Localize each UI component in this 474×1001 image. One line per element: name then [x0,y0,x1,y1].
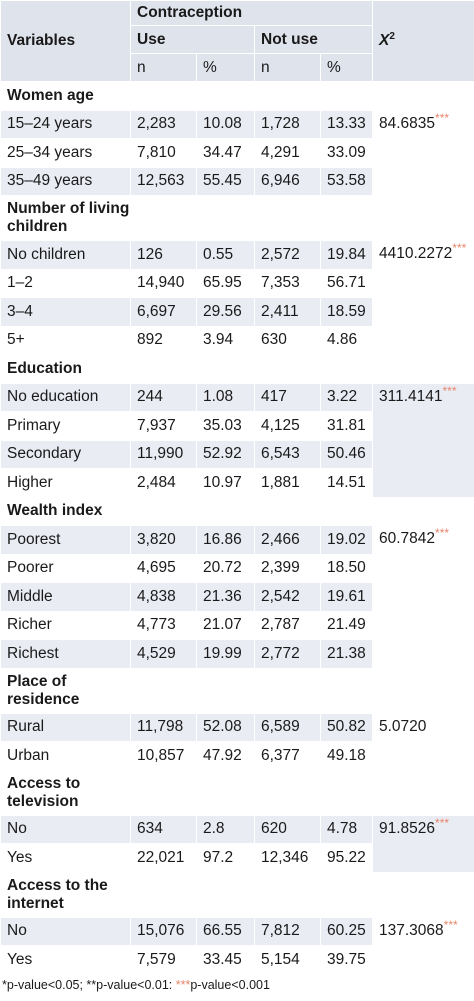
section-title: Women age [1,82,131,111]
row-label: Rural [1,713,131,742]
empty-cell [197,497,255,526]
use-pct-cell: 52.92 [197,440,255,469]
not-use-pct-cell: 3.22 [321,383,373,412]
not-use-pct-cell: 50.46 [321,440,373,469]
not-use-pct-cell: 53.58 [321,167,373,196]
use-pct-header: % [197,54,255,82]
not-use-n-header: n [255,54,321,82]
use-pct-cell: 33.45 [197,946,255,975]
not-use-n-cell: 6,946 [255,167,321,196]
use-header: Use [131,26,255,54]
empty-cell [197,668,255,713]
not-use-pct-cell: 4.86 [321,326,373,355]
empty-cell [255,872,321,917]
not-use-n-cell: 2,399 [255,554,321,583]
chi-square-value: 91.8526 [379,819,436,837]
chi-square-value: 4410.2272 [379,245,453,262]
not-use-n-cell: 1,881 [255,469,321,498]
not-use-pct-cell: 60.25 [321,917,373,946]
row-label: 3–4 [1,298,131,327]
use-n-cell: 4,838 [131,583,197,612]
use-pct-cell: 2.8 [197,815,255,844]
not-use-n-cell: 5,154 [255,946,321,975]
not-use-n-cell: 620 [255,815,321,844]
not-use-pct-cell: 33.09 [321,139,373,168]
not-use-n-cell: 4,125 [255,412,321,441]
row-label: Poorer [1,554,131,583]
not-use-pct-cell: 4.78 [321,815,373,844]
not-use-pct-cell: 56.71 [321,269,373,298]
empty-cell [321,668,373,713]
empty-cell [255,770,321,815]
row-label: 25–34 years [1,139,131,168]
empty-cell [131,770,197,815]
use-n-cell: 7,937 [131,412,197,441]
empty-cell [197,355,255,384]
not-use-pct-cell: 19.02 [321,526,373,555]
significance-stars: *** [452,240,467,255]
not-use-n-cell: 6,543 [255,440,321,469]
chi-square-value: 137.3068 [379,921,444,939]
use-pct-cell: 97.2 [197,844,255,873]
section-header-row [1,497,474,526]
empty-cell [255,196,321,241]
row-label: Middle [1,583,131,612]
not-use-pct-header: % [321,54,373,82]
table-header [1,1,474,82]
row-label: Richer [1,611,131,640]
section-header-row [1,770,474,815]
not-use-n-cell: 2,572 [255,241,321,270]
chi-square-value: 311.4141 [379,387,443,405]
footnote-stars: *** [175,977,191,992]
row-label: Primary [1,412,131,441]
use-pct-cell: 21.07 [197,611,255,640]
row-label: Richest [1,640,131,669]
not-use-n-cell: 7,812 [255,917,321,946]
not-use-pct-cell: 50.82 [321,713,373,742]
empty-cell [373,196,474,241]
not-use-pct-cell: 18.50 [321,554,373,583]
significance-stars: *** [443,917,458,932]
row-label: 15–24 years [1,110,131,139]
chi-square-cell [373,713,474,770]
row-label: 5+ [1,326,131,355]
row-label: No [1,917,131,946]
chi-square-cell [373,241,474,355]
table-row [1,713,474,742]
table-row [1,815,474,844]
empty-cell [373,872,474,917]
use-pct-cell: 21.36 [197,583,255,612]
not-use-pct-cell: 49.18 [321,742,373,771]
contraception-header: Contraception [131,1,373,26]
row-label: No [1,815,131,844]
use-n-cell: 3,820 [131,526,197,555]
use-n-cell: 7,810 [131,139,197,168]
significance-stars: *** [435,525,450,540]
not-use-n-cell: 6,377 [255,742,321,771]
row-label: Poorest [1,526,131,555]
use-n-cell: 14,940 [131,269,197,298]
row-label: Yes [1,844,131,873]
use-n-cell: 22,021 [131,844,197,873]
empty-cell [321,355,373,384]
empty-cell [197,196,255,241]
use-n-cell: 4,773 [131,611,197,640]
not-use-pct-cell: 31.81 [321,412,373,441]
use-n-cell: 126 [131,241,197,270]
row-label: 35–49 years [1,167,131,196]
use-n-cell: 11,990 [131,440,197,469]
use-n-cell: 12,563 [131,167,197,196]
empty-cell [321,872,373,917]
not-use-header: Not use [255,26,373,54]
use-pct-cell: 66.55 [197,917,255,946]
empty-cell [197,770,255,815]
not-use-pct-cell: 95.22 [321,844,373,873]
use-pct-cell: 34.47 [197,139,255,168]
row-label: Yes [1,946,131,975]
chi-square-cell [373,815,474,872]
row-label: 1–2 [1,269,131,298]
empty-cell [197,82,255,111]
empty-cell [373,668,474,713]
section-title: Access to television [1,770,131,815]
not-use-n-cell: 7,353 [255,269,321,298]
not-use-pct-cell: 14.51 [321,469,373,498]
significance-stars: *** [442,383,457,398]
empty-cell [255,355,321,384]
use-n-cell: 15,076 [131,917,197,946]
row-label: Urban [1,742,131,771]
use-n-cell: 892 [131,326,197,355]
empty-cell [321,82,373,111]
empty-cell [255,497,321,526]
section-header-row [1,355,474,384]
not-use-pct-cell: 21.38 [321,640,373,669]
row-label: Higher [1,469,131,498]
use-n-cell: 4,695 [131,554,197,583]
empty-cell [373,82,474,111]
section-title: Place of residence [1,668,131,713]
not-use-n-cell: 2,411 [255,298,321,327]
table-row [1,917,474,946]
footnote-part1: *p-value<0.05; **p-value<0.01: [2,977,176,992]
empty-cell [321,196,373,241]
significance-stars: *** [435,815,450,830]
empty-cell [373,497,474,526]
use-n-cell: 2,484 [131,469,197,498]
use-pct-cell: 10.97 [197,469,255,498]
not-use-n-cell: 2,466 [255,526,321,555]
use-n-cell: 244 [131,383,197,412]
empty-cell [373,355,474,384]
use-n-cell: 11,798 [131,713,197,742]
use-n-cell: 2,283 [131,110,197,139]
chi-square-cell [373,917,474,974]
not-use-n-cell: 4,291 [255,139,321,168]
chi-square-value: 5.0720 [379,717,427,735]
section-header-row [1,668,474,713]
use-pct-cell: 29.56 [197,298,255,327]
not-use-n-cell: 1,728 [255,110,321,139]
not-use-pct-cell: 19.84 [321,241,373,270]
use-n-header: n [131,54,197,82]
row-label: No children [1,241,131,270]
empty-cell [197,872,255,917]
not-use-n-cell: 12,346 [255,844,321,873]
empty-cell [373,770,474,815]
section-title: Access to the internet [1,872,131,917]
row-label: Secondary [1,440,131,469]
chi-square-value: 60.7842 [379,530,436,547]
table-row [1,526,474,555]
chi-label: X [379,32,390,50]
not-use-n-cell: 630 [255,326,321,355]
use-pct-cell: 3.94 [197,326,255,355]
use-n-cell: 6,697 [131,298,197,327]
use-pct-cell: 20.72 [197,554,255,583]
use-n-cell: 4,529 [131,640,197,669]
not-use-n-cell: 2,542 [255,583,321,612]
use-n-cell: 10,857 [131,742,197,771]
use-pct-cell: 55.45 [197,167,255,196]
section-header-row [1,196,474,241]
chi-square-value: 84.6835 [379,114,436,132]
not-use-n-cell: 417 [255,383,321,412]
use-n-cell: 7,579 [131,946,197,975]
not-use-n-cell: 2,772 [255,640,321,669]
not-use-n-cell: 6,589 [255,713,321,742]
section-title: Education [1,355,131,384]
not-use-pct-cell: 39.75 [321,946,373,975]
significance-stars: *** [435,110,450,125]
use-pct-cell: 10.08 [197,110,255,139]
table-body [1,82,474,975]
not-use-n-cell: 2,787 [255,611,321,640]
chi-square-header [373,1,474,82]
section-header-row [1,82,474,111]
use-n-cell: 634 [131,815,197,844]
empty-cell [321,497,373,526]
use-pct-cell: 19.99 [197,640,255,669]
use-pct-cell: 1.08 [197,383,255,412]
empty-cell [321,770,373,815]
empty-cell [131,497,197,526]
chi-square-cell [373,383,474,497]
table-row [1,241,474,270]
chi-square-cell [373,526,474,669]
not-use-pct-cell: 21.49 [321,611,373,640]
section-header-row [1,872,474,917]
row-label: No education [1,383,131,412]
empty-cell [255,668,321,713]
section-title: Number of living children [1,196,131,241]
empty-cell [131,82,197,111]
section-title: Wealth index [1,497,131,526]
chi-square-cell [373,110,474,196]
empty-cell [131,196,197,241]
chi-sup: 2 [389,31,395,43]
use-pct-cell: 52.08 [197,713,255,742]
not-use-pct-cell: 18.59 [321,298,373,327]
use-pct-cell: 65.95 [197,269,255,298]
not-use-pct-cell: 19.61 [321,583,373,612]
empty-cell [131,668,197,713]
table-row [1,110,474,139]
use-pct-cell: 35.03 [197,412,255,441]
use-pct-cell: 0.55 [197,241,255,270]
empty-cell [131,355,197,384]
variables-header: Variables [1,1,131,82]
footnote [0,975,474,992]
use-pct-cell: 47.92 [197,742,255,771]
table-row [1,383,474,412]
not-use-pct-cell: 13.33 [321,110,373,139]
empty-cell [131,872,197,917]
use-pct-cell: 16.86 [197,526,255,555]
empty-cell [255,82,321,111]
footnote-part2: p-value<0.001 [190,977,270,992]
